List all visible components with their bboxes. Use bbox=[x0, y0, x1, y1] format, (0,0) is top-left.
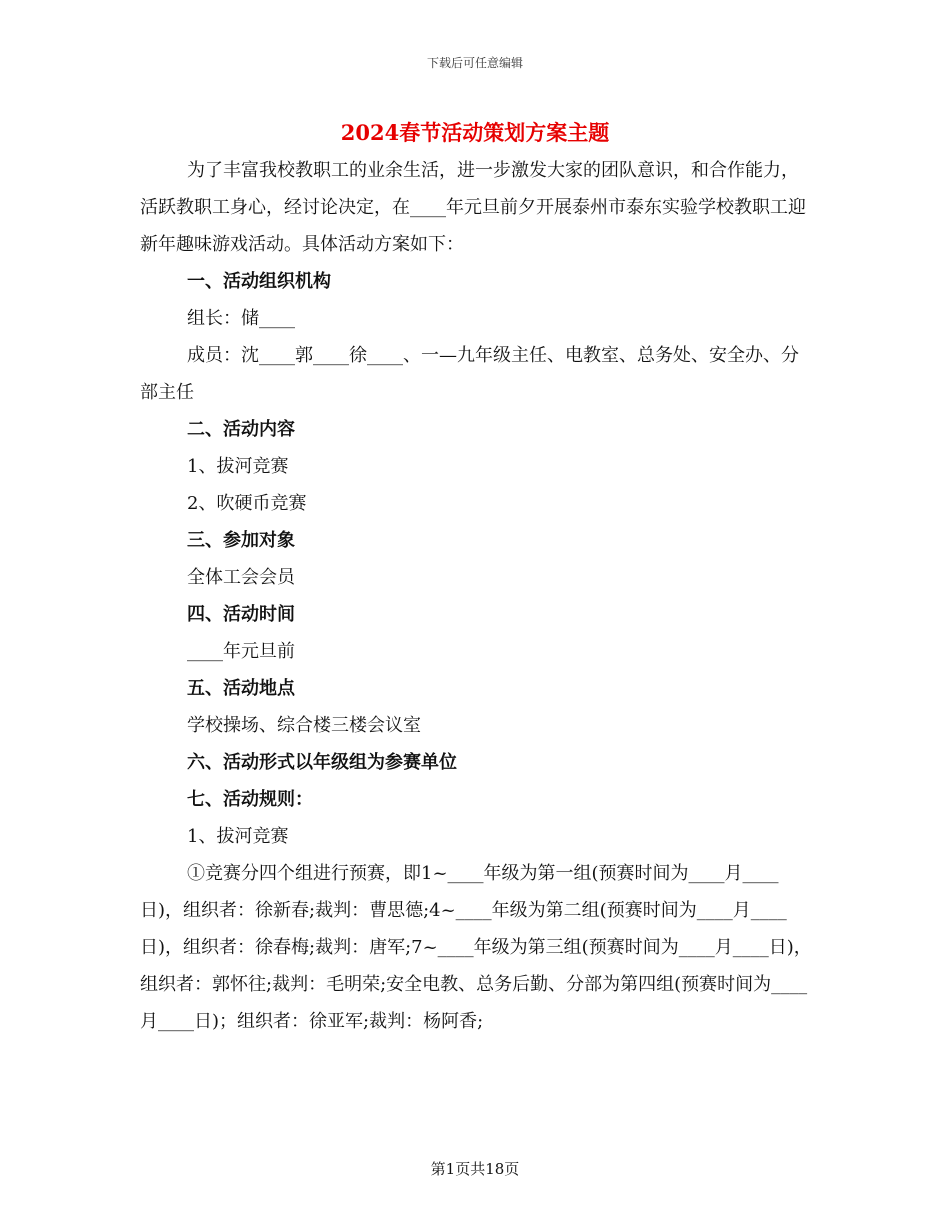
intro-paragraph: 为了丰富我校教职工的业余生活，进一步激发大家的团队意识，和合作能力，活跃教职工身心，经讨论决定，在____年元旦前夕开展泰州市泰东实验学校教职工迎新年趣味游戏活动。具体活动方案如下： bbox=[140, 160, 806, 255]
section-2-heading: 二、活动内容 bbox=[187, 419, 295, 440]
section-3-text: 全体工会会员 bbox=[187, 567, 295, 588]
section-4-text: ____年元旦前 bbox=[187, 641, 295, 662]
section-5-text: 学校操场、综合楼三楼会议室 bbox=[187, 715, 421, 736]
section-7-item-1: 1、拔河竞赛 bbox=[187, 826, 289, 847]
section-7-heading: 七、活动规则： bbox=[187, 789, 313, 810]
section-1-leader: 组长：储____ bbox=[187, 308, 295, 329]
section-3-heading: 三、参加对象 bbox=[187, 530, 295, 551]
section-2-item-1: 1、拔河竞赛 bbox=[187, 456, 289, 477]
document-title: 2024春节活动策划方案主题 bbox=[340, 120, 610, 145]
section-6-heading: 六、活动形式以年级组为参赛单位 bbox=[187, 752, 457, 773]
section-1-members: 成员：沈____郭____徐____、一—九年级主任、电教室、总务处、安全办、分部主任 bbox=[140, 345, 799, 403]
section-5-heading: 五、活动地点 bbox=[187, 678, 295, 699]
page-header-note: 下载后可任意编辑 bbox=[426, 56, 523, 70]
document-body bbox=[140, 152, 812, 1040]
section-1-heading: 一、活动组织机构 bbox=[187, 271, 331, 292]
section-7-rule-1: ①竞赛分四个组进行预赛，即1~____年级为第一组(预赛时间为____月____日)，组织者：徐新春;裁判：曹思德;4~____年级为第二组(预赛时间为____月____日)，组织者：徐春梅;裁判：唐军;7~____年级为第三组(预赛时间为____月____日)，组织者：郭怀往;裁判：毛明荣;安全电教、总务后勤、分部为第四组(预赛时间为____月____日)；组织者：徐亚军;裁判：杨阿香; bbox=[140, 863, 812, 1032]
section-2-item-2: 2、吹硬币竞赛 bbox=[187, 493, 307, 514]
page-number-footer: 第1页共18页 bbox=[430, 1160, 520, 1178]
section-4-heading: 四、活动时间 bbox=[187, 604, 295, 625]
